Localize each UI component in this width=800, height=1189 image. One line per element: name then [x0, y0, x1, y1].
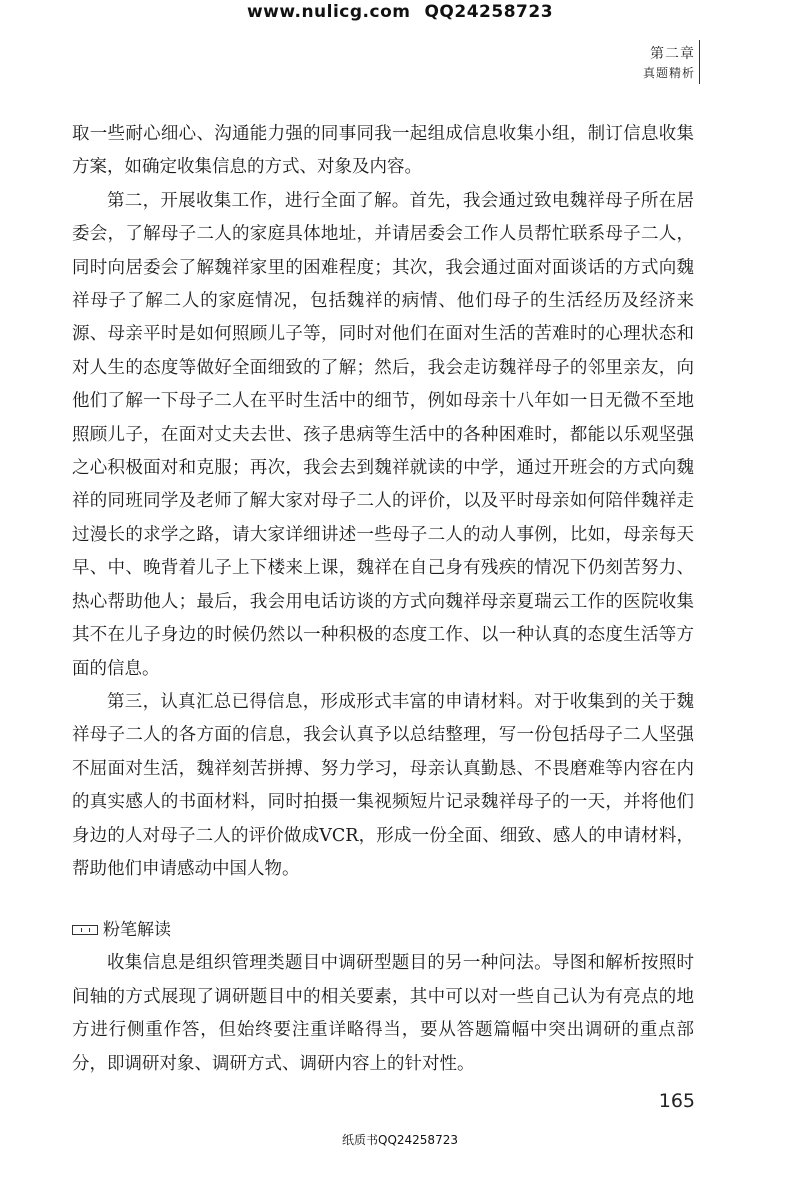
paragraph-step-three: 第三，认真汇总已得信息，形成形式丰富的申请材料。对于收集到的关于魏祥母子二人的各方面的信息，我会认真予以总结整理，写一份包括母子二人坚强不屈面对生活，魏祥刻苦拼搏、努力学习，母亲认真勤恳、不畏磨难等内容在内的真实感人的书面材料，同时拍摄一集视频短片记录魏祥母子的一天，并将他们身边的人对母子二人的评价做成VCR，形成一份全面、细致、感人的申请材料，帮助他们申请感动中国人物。	[72, 691, 694, 879]
chapter-label: 第二章	[650, 46, 695, 62]
bottom-watermark: 纸质书QQ24258723	[342, 1133, 458, 1147]
page-body	[72, 118, 694, 1081]
chalk-icon	[72, 925, 98, 935]
running-head	[643, 44, 695, 82]
top-watermark	[0, 2, 800, 22]
watermark-site: www.nulicg.com	[246, 2, 411, 22]
page-number: 165	[658, 1090, 695, 1112]
section-heading	[72, 913, 694, 947]
interpretation-paragraph: 收集信息是组织管理类题目中调研型题目的另一种问法。导图和解析按照时间轴的方式展现了调研题目中的相关要素，其中可以对一些自己认为有亮点的地方进行侧重作答，但始终要注重详略得当，要从答题篇幅中突出调研的重点部分，即调研对象、调研方式、调研内容上的针对性。	[72, 953, 694, 1074]
paragraph-continuation: 取一些耐心细心、沟通能力强的同事同我一起组成信息收集小组，制订信息收集方案，如确定收集信息的方式、对象及内容。	[72, 124, 694, 178]
watermark-qq: QQ24258723	[424, 2, 554, 22]
paragraph-step-two: 第二，开展收集工作，进行全面了解。首先，我会通过致电魏祥母子所在居委会，了解母子二人的家庭具体地址，并请居委会工作人员帮忙联系母子二人，同时向居委会了解魏祥家里的困难程度；其次，我会通过面对面谈话的方式向魏祥母子了解二人的家庭情况，包括魏祥的病情、他们母子的生活经历及经济来源、母亲平时是如何照顾儿子等，同时对他们在面对生活的苦难时的心理状态和对人生的态度等做好全面细致的了解；然后，我会走访魏祥母子的邻里亲友，向他们了解一下母子二人在平时生活中的细节，例如母亲十八年如一日无微不至地照顾儿子，在面对丈夫去世、孩子患病等生活中的各种困难时，都能以乐观坚强之心积极面对和克服；再次，我会去到魏祥就读的中学，通过开班会的方式向魏祥的同班同学及老师了解大家对母子二人的评价，以及平时母亲如何陪伴魏祥走过漫长的求学之路，请大家详细讲述一些母子二人的动人事例，比如，母亲每天早、中、晚背着儿子上下楼来上课，魏祥在自己身有残疾的情况下仍刻苦努力、热心帮助他人；最后，我会用电话访谈的方式向魏祥母亲夏瑞云工作的医院收集其不在儿子身边的时候仍然以一种积极的态度工作、以一种认真的态度生活等方面的信息。	[72, 190, 694, 679]
section-label: 真题精析	[642, 66, 695, 80]
section-heading-text: 粉笔解读	[103, 920, 171, 941]
running-head-rule	[699, 40, 700, 84]
